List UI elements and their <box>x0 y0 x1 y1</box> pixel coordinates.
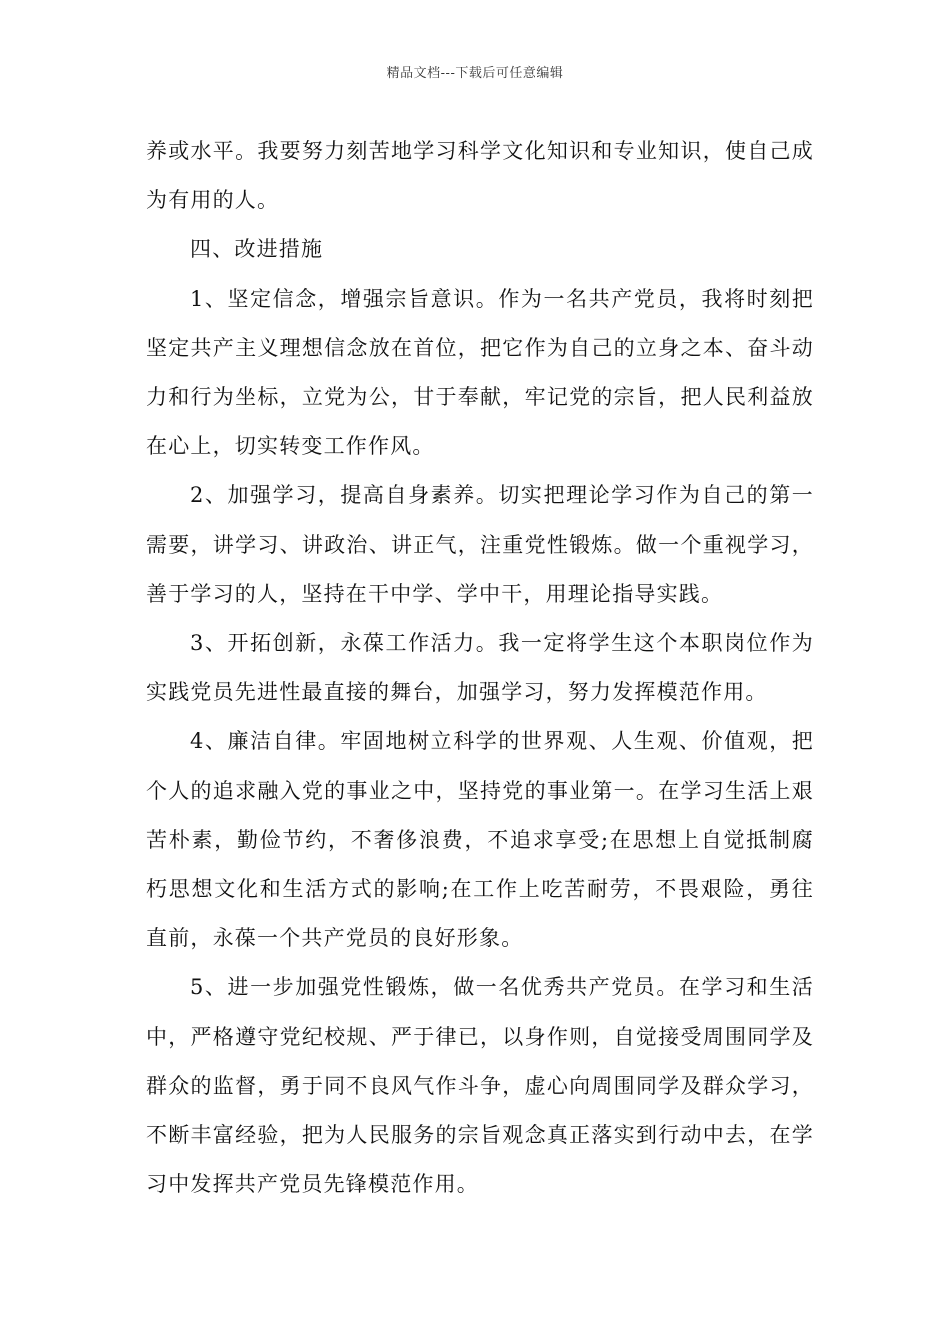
paragraph-item-3: 3、开拓创新，永葆工作活力。我一定将学生这个本职岗位作为实践党员先进性最直接的舞台，加强学习，努力发挥模范作用。 <box>146 631 814 705</box>
paragraph-item-4: 4、廉洁自律。牢固地树立科学的世界观、人生观、价值观，把个人的追求融入党的事业之中，坚持党的事业第一。在学习生活上艰苦朴素，勤俭节约，不奢侈浪费，不追求享受;在思想上自觉抵制腐朽思想文化和生活方式的影响;在工作上吃苦耐劳，不畏艰险，勇往直前，永葆一个共产党员的良好形象。 <box>146 729 814 951</box>
paragraph-item-5: 5、进一步加强党性锻炼，做一名优秀共产党员。在学习和生活中，严格遵守党纪校规、严于律已，以身作则，自觉接受周围同学及群众的监督，勇于同不良风气作斗争，虚心向周围同学及群众学习，不断丰富经验，把为人民服务的宗旨观念真正落实到行动中去，在学习中发挥共产党员先锋模范作用。 <box>146 975 814 1197</box>
section-heading-improvement-measures: 四、改进措施 <box>190 237 324 262</box>
paragraph-continuation: 养或水平。我要努力刻苦地学习科学文化知识和专业知识，使自己成为有用的人。 <box>146 139 814 213</box>
document-body <box>146 127 814 1209</box>
paragraph-item-1: 1、坚定信念，增强宗旨意识。作为一名共产党员，我将时刻把坚定共产主义理想信念放在首位，把它作为自己的立身之本、奋斗动力和行为坐标，立党为公，甘于奉献，牢记党的宗旨，把人民利益放在心上，切实转变工作作风。 <box>146 286 814 459</box>
page-header: 精品文档---下载后可任意编辑 <box>386 66 564 81</box>
paragraph-item-2: 2、加强学习，提高自身素养。切实把理论学习作为自己的第一需要，讲学习、讲政治、讲正气，注重党性锻炼。做一个重视学习，善于学习的人，坚持在干中学、学中干，用理论指导实践。 <box>146 483 814 606</box>
